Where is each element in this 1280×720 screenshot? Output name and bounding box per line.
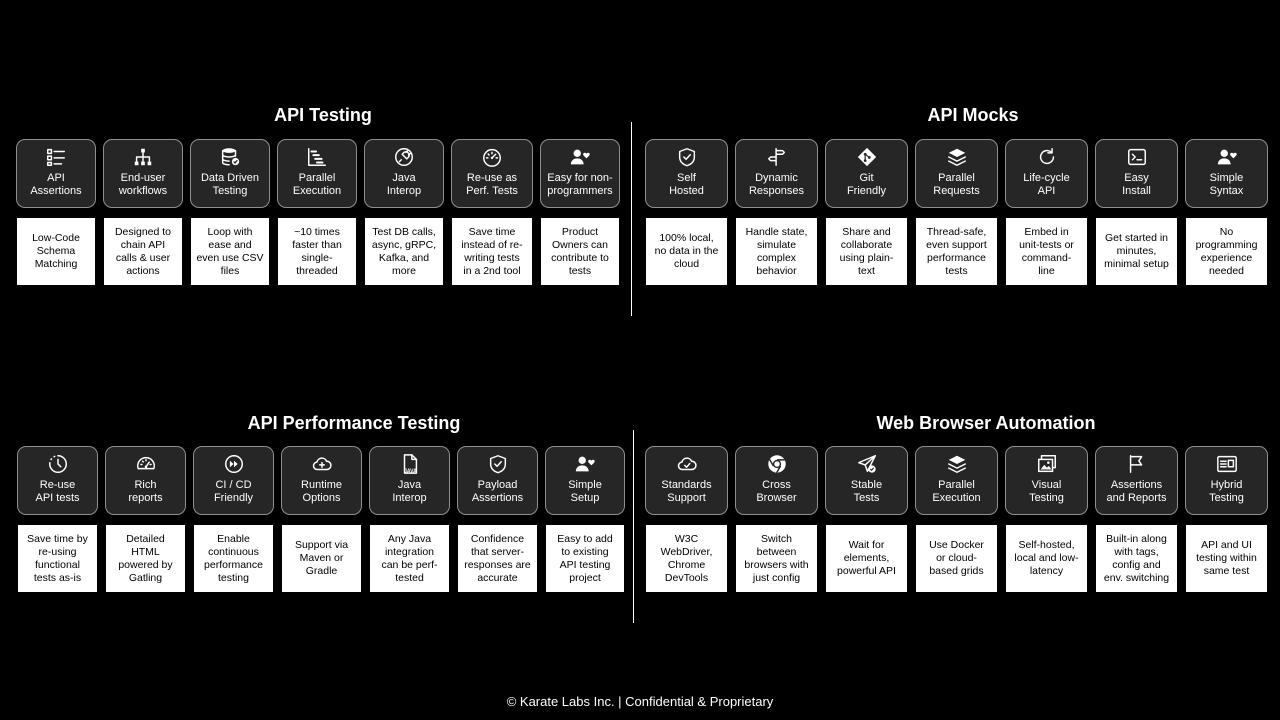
api-testing-card-java-interop: [364, 139, 444, 285]
plug-icon: [393, 146, 415, 168]
feature-tile: [281, 446, 362, 515]
feature-tile: [1185, 446, 1268, 515]
api-mocks-card-self-hosted: [645, 139, 728, 285]
feature-label: API Assertions: [30, 172, 82, 197]
api-mocks-card-simple-syntax: [1185, 139, 1268, 285]
feature-tile: [735, 139, 818, 208]
api-performance-cards: [17, 446, 625, 592]
feature-label: Self Hosted: [669, 172, 704, 197]
feature-description: Save time by re-using functional tests as-is: [18, 525, 97, 592]
feature-tile: [915, 139, 998, 208]
feature-description: Thread-safe, even support performance tests: [916, 218, 997, 285]
chrome-icon: [766, 453, 788, 475]
layers-icon: [946, 453, 968, 475]
git-icon: [856, 146, 878, 168]
api-performance-card-simple-setup: [545, 446, 625, 592]
feature-description: Embed in unit-tests or command- line: [1006, 218, 1087, 285]
feature-description: API and UI testing within same test: [1186, 525, 1267, 592]
hierarchy-icon: [132, 146, 154, 168]
api-mocks-card-easy-install: [1095, 139, 1178, 285]
feature-description: Switch between browsers with just config: [736, 525, 817, 592]
image-icon: [1036, 453, 1058, 475]
feature-description: Support via Maven or Gradle: [282, 525, 361, 592]
api-performance-card-payload-assertions: [457, 446, 538, 592]
feature-tile: [825, 446, 908, 515]
api-performance-card-rich-reports: [105, 446, 186, 592]
feature-tile: [825, 139, 908, 208]
cloud-plus-icon: [311, 453, 333, 475]
feature-tile: [16, 139, 96, 208]
svg-text:JAVA: JAVA: [403, 468, 417, 475]
feature-description: Product Owners can contribute to tests: [541, 218, 619, 285]
api-performance-card-java-interop: [369, 446, 450, 592]
feature-description: Handle state, simulate complex behavior: [736, 218, 817, 285]
feature-label: Parallel Requests: [933, 172, 980, 197]
feature-description: W3C WebDriver, Chrome DevTools: [646, 525, 727, 592]
feature-description: Any Java integration can be perf- tested: [370, 525, 449, 592]
shield-check-icon: [487, 453, 509, 475]
web-browser-card-standards-support: [645, 446, 728, 592]
feature-label: Parallel Execution: [292, 172, 342, 197]
web-browser-card-stable-tests: [825, 446, 908, 592]
gauge-icon: [135, 453, 157, 475]
feature-description: Easy to add to existing API testing project: [546, 525, 624, 592]
feature-label: Java Interop: [386, 172, 422, 197]
feature-label: Re-use API tests: [35, 479, 80, 504]
feature-description: Self-hosted, local and low- latency: [1006, 525, 1087, 592]
api-testing-card-end-user-workflows: [103, 139, 183, 285]
feature-tile: [193, 446, 274, 515]
footer-copyright: © Karate Labs Inc. | Confidential & Proprietary: [506, 694, 774, 709]
feature-label: Assertions and Reports: [1106, 479, 1167, 504]
feature-label: Life-cycle API: [1023, 172, 1070, 197]
user-heart-icon: [1216, 146, 1238, 168]
feature-label: Hybrid Testing: [1209, 479, 1244, 504]
feature-tile: [451, 139, 533, 208]
feature-tile: [540, 139, 620, 208]
web-browser-card-hybrid-testing: [1185, 446, 1268, 592]
feature-label: End-user workflows: [118, 172, 168, 197]
api-performance-card-runtime-options: [281, 446, 362, 592]
api-testing-card-parallel-execution: [277, 139, 357, 285]
feature-label: Data Driven Testing: [200, 172, 260, 197]
refresh-icon: [1036, 146, 1058, 168]
divider-top: [631, 122, 632, 316]
gantt-icon: [306, 146, 328, 168]
feature-label: Easy Install: [1122, 172, 1151, 197]
feature-label: Cross Browser: [756, 479, 797, 504]
feature-label: Simple Syntax: [1209, 172, 1244, 197]
layers-icon: [946, 146, 968, 168]
feature-label: Re-use as Perf. Tests: [466, 172, 518, 197]
web-browser-card-visual-testing: [1005, 446, 1088, 592]
feature-description: Save time instead of re- writing tests in a 2nd tool: [452, 218, 532, 285]
feature-description: Share and collaborate using plain- text: [826, 218, 907, 285]
feature-description: Wait for elements, powerful API: [826, 525, 907, 592]
api-performance-card-ci-cd-friendly: [193, 446, 274, 592]
java-file-icon: [399, 453, 421, 475]
browser-window-icon: [1216, 453, 1238, 475]
web-browser-card-cross-browser: [735, 446, 818, 592]
feature-tile: [277, 139, 357, 208]
feature-tile: [103, 139, 183, 208]
divider-bottom: [633, 430, 634, 623]
feature-label: Parallel Execution: [932, 479, 981, 504]
checklist-icon: [45, 146, 67, 168]
user-heart-icon: [574, 453, 596, 475]
api-testing-card-data-driven-testing: [190, 139, 270, 285]
feature-description: No programming experience needed: [1186, 218, 1267, 285]
feature-label: Git Friendly: [846, 172, 887, 197]
api-mocks-card-git-friendly: [825, 139, 908, 285]
feature-description: Detailed HTML powered by Gatling: [106, 525, 185, 592]
feature-tile: [1005, 139, 1088, 208]
section-title-api-testing: API Testing: [274, 105, 372, 125]
api-testing-cards: [16, 139, 620, 285]
feature-description: Built-in along with tags, config and env. switching: [1096, 525, 1177, 592]
feature-label: Standards Support: [661, 479, 712, 504]
feature-tile: [364, 139, 444, 208]
terminal-icon: [1126, 146, 1148, 168]
feature-description: Test DB calls, async, gRPC, Kafka, and more: [365, 218, 443, 285]
feature-label: Easy for non- programmers: [547, 172, 613, 197]
api-testing-card-re-use-as-perf-tests: [451, 139, 533, 285]
feature-tile: [190, 139, 270, 208]
api-mocks-card-life-cycle-api: [1005, 139, 1088, 285]
shield-check-icon: [676, 146, 698, 168]
feature-label: Stable Tests: [850, 479, 883, 504]
feature-tile: [1185, 139, 1268, 208]
feature-description: Designed to chain API calls & user actions: [104, 218, 182, 285]
feature-description: Loop with ease and even use CSV files: [191, 218, 269, 285]
api-testing-card-api-assertions: [16, 139, 96, 285]
signpost-icon: [766, 146, 788, 168]
feature-description: Confidence that server- responses are accurate: [458, 525, 537, 592]
feature-description: Use Docker or cloud- based grids: [916, 525, 997, 592]
send-check-icon: [856, 453, 878, 475]
feature-tile: [645, 446, 728, 515]
web-browser-card-assertions-and-reports: [1095, 446, 1178, 592]
feature-tile: [735, 446, 818, 515]
feature-tile: [1095, 446, 1178, 515]
feature-tile: [17, 446, 98, 515]
feature-description: Get started in minutes, minimal setup: [1096, 218, 1177, 285]
feature-label: Runtime Options: [301, 479, 342, 504]
feature-description: 100% local, no data in the cloud: [646, 218, 727, 285]
feature-label: Dynamic Responses: [748, 172, 805, 197]
feature-description: ~10 times faster than single- threaded: [278, 218, 356, 285]
feature-tile: [105, 446, 186, 515]
web-browser-card-parallel-execution: [915, 446, 998, 592]
speedometer-icon: [481, 146, 503, 168]
feature-label: Simple Setup: [568, 479, 602, 504]
web-browser-cards: [645, 446, 1268, 592]
api-mocks-card-parallel-requests: [915, 139, 998, 285]
cloud-check-icon: [676, 453, 698, 475]
feature-tile: [1005, 446, 1088, 515]
feature-label: Rich reports: [128, 479, 163, 504]
feature-label: CI / CD Friendly: [213, 479, 254, 504]
section-title-web-browser: Web Browser Automation: [876, 413, 1096, 433]
section-title-api-performance: API Performance Testing: [247, 413, 461, 433]
user-heart-icon: [569, 146, 591, 168]
fast-forward-icon: [223, 453, 245, 475]
api-testing-card-easy-for-non-programmers: [540, 139, 620, 285]
feature-tile: [457, 446, 538, 515]
feature-tile: [915, 446, 998, 515]
feature-tile: [545, 446, 625, 515]
feature-tile: [645, 139, 728, 208]
feature-label: Java Interop: [392, 479, 427, 504]
api-performance-card-re-use-api-tests: [17, 446, 98, 592]
flag-icon: [1126, 453, 1148, 475]
api-mocks-card-dynamic-responses: [735, 139, 818, 285]
clock-icon: [47, 453, 69, 475]
feature-label: Payload Assertions: [471, 479, 524, 504]
feature-description: Low-Code Schema Matching: [17, 218, 95, 285]
section-title-api-mocks: API Mocks: [927, 105, 1019, 125]
api-mocks-cards: [645, 139, 1268, 285]
feature-label: Visual Testing: [1029, 479, 1064, 504]
feature-tile: [1095, 139, 1178, 208]
database-icon: [219, 146, 241, 168]
feature-description: Enable continuous performance testing: [194, 525, 273, 592]
feature-tile: [369, 446, 450, 515]
